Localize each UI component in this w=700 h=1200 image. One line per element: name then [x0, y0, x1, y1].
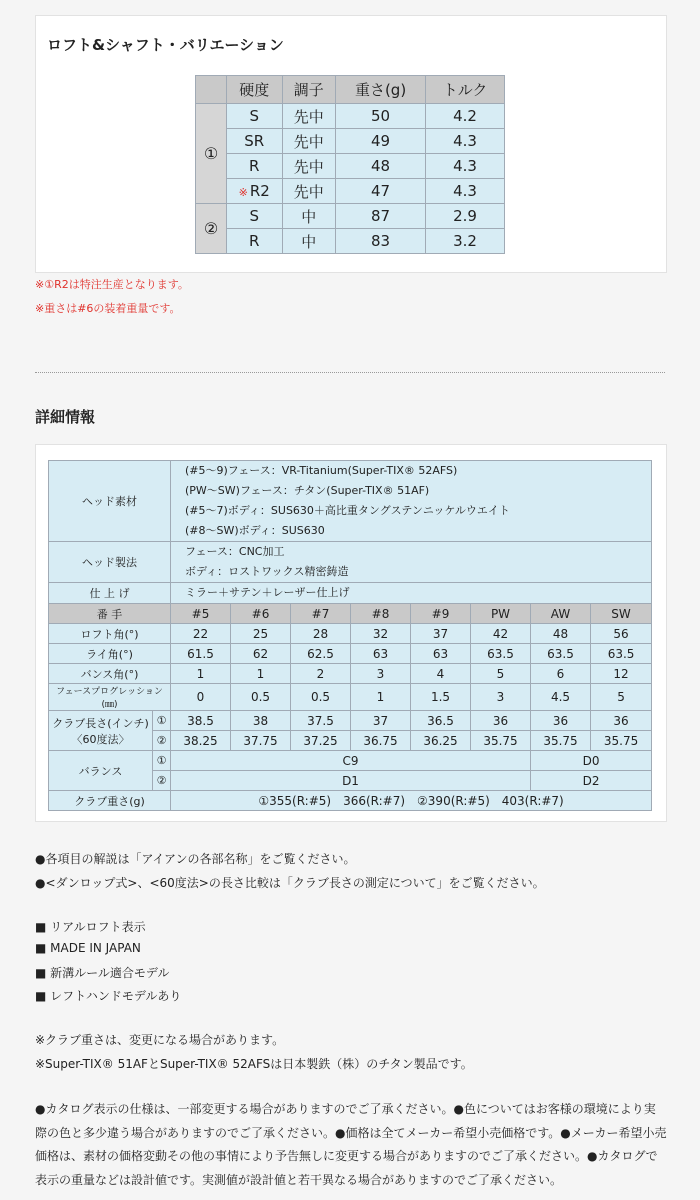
section-title-shaft: ロフト&シャフト・バリエーション: [47, 36, 284, 54]
balance-cell: D2: [531, 771, 652, 791]
progression-cell: 0.5: [231, 684, 291, 711]
length-cell: 36.75: [351, 731, 411, 751]
cell-kick: 先中: [282, 154, 336, 179]
table-corner: [196, 76, 227, 104]
table-row: [49, 644, 652, 664]
feature-item: ■ レフトハンドモデルあり: [35, 989, 182, 1003]
head-method-value: [171, 542, 652, 583]
length-cell: 36: [591, 711, 652, 731]
cell-kick: 先中: [282, 129, 336, 154]
balance-cell: C9: [171, 751, 531, 771]
cell-hardness: [227, 179, 283, 204]
head-method-line: ボディ：ロストワックス精密鋳造: [185, 565, 349, 578]
table-row: [196, 129, 505, 154]
label-bounce: バンス角(°): [49, 664, 171, 684]
length-cell: 36: [531, 711, 591, 731]
length-cell: 37: [351, 711, 411, 731]
loft-cell: 56: [591, 624, 652, 644]
table-row: [49, 711, 652, 731]
loft-cell: 48: [531, 624, 591, 644]
lie-cell: 63.5: [471, 644, 531, 664]
progression-cell: 0: [171, 684, 231, 711]
label-club-weight: クラブ重さ(g): [49, 791, 171, 811]
length-cell: 35.75: [471, 731, 531, 751]
loft-cell: 25: [231, 624, 291, 644]
label-club-length-1: クラブ長さ(インチ): [52, 716, 149, 730]
length-cell: 36.25: [411, 731, 471, 751]
cell-hardness: SR: [227, 129, 283, 154]
bounce-cell: 2: [291, 664, 351, 684]
lie-cell: 63: [411, 644, 471, 664]
label-head-material: ヘッド素材: [49, 461, 171, 542]
group-label-2: ②: [196, 204, 227, 254]
table-row: [49, 461, 652, 542]
progression-cell: 5: [591, 684, 652, 711]
balance-cell: D0: [531, 751, 652, 771]
label-balance: バランス: [49, 751, 153, 791]
header-kick: 調子: [282, 76, 336, 104]
custom-order-mark: ※: [238, 186, 248, 199]
loft-cell: 22: [171, 624, 231, 644]
number-cell: #9: [411, 604, 471, 624]
number-cell: #8: [351, 604, 411, 624]
label-club-length-2: 〈60度法〉: [71, 732, 130, 746]
feature-item: ■ 新溝ルール適合モデル: [35, 966, 170, 980]
bounce-cell: 4: [411, 664, 471, 684]
number-cell: PW: [471, 604, 531, 624]
cell-weight: 83: [336, 229, 426, 254]
progression-cell: 4.5: [531, 684, 591, 711]
cell-weight: 48: [336, 154, 426, 179]
length-cell: 38.25: [171, 731, 231, 751]
length-cell: 35.75: [591, 731, 652, 751]
head-material-line: (PW〜SW)フェース：チタン(Super-TIX® 51AF): [185, 484, 430, 497]
cell-hardness: R: [227, 154, 283, 179]
loft-cell: 28: [291, 624, 351, 644]
table-row: [49, 751, 652, 771]
table-row: [49, 791, 652, 811]
feature-item: ■ MADE IN JAPAN: [35, 941, 141, 955]
cell-hardness: S: [227, 104, 283, 129]
cell-hardness: S: [227, 204, 283, 229]
lie-cell: 62: [231, 644, 291, 664]
progression-cell: 0.5: [291, 684, 351, 711]
head-material-line: (#5〜9)フェース：VR-Titanium(Super-TIX® 52AFS): [185, 464, 458, 477]
bounce-cell: 1: [171, 664, 231, 684]
table-row: [49, 624, 652, 644]
club-weight-value: ①355(R:#5) 366(R:#7) ②390(R:#5) 403(R:#7): [171, 791, 652, 811]
cell-kick: 先中: [282, 179, 336, 204]
bounce-cell: 3: [351, 664, 411, 684]
cell-weight: 50: [336, 104, 426, 129]
label-head-method: ヘッド製法: [49, 542, 171, 583]
length-cell: 37.75: [231, 731, 291, 751]
balance-sub-2: ②: [153, 771, 171, 791]
length-cell: 37.5: [291, 711, 351, 731]
table-row: [49, 664, 652, 684]
shaft-table: [195, 75, 505, 254]
cell-kick: 中: [282, 229, 336, 254]
cell-weight: 87: [336, 204, 426, 229]
loft-cell: 32: [351, 624, 411, 644]
number-cell: #6: [231, 604, 291, 624]
cell-hardness: R: [227, 229, 283, 254]
cell-torque: 4.3: [426, 154, 505, 179]
note-r2-custom: ※①R2は特注生産となります。: [35, 278, 189, 291]
cell-torque: 4.3: [426, 179, 505, 204]
spec-table: [48, 460, 652, 811]
label-club-length: [49, 711, 153, 751]
catalog-disclaimer: ●カタログ表示の仕様は、一部変更する場合がありますのでご了承ください。●色についてはお客様の環境により実際の色と多少違う場合がありますのでご了承ください。●価格は全てメーカー希望小売価格です。●メーカー希望小売価格は、素材の価格変動その他の事情により予告無しに変更する場合がありますのでご了承ください。●カタログで表示の重量などは設計値です。実測値が設計値と若干異なる場合がありますのでご了承ください。: [35, 1102, 667, 1187]
cell-torque: 2.9: [426, 204, 505, 229]
group-label-1: ①: [196, 104, 227, 204]
feature-item: ■ リアルロフト表示: [35, 920, 146, 934]
head-material-line: (#8〜SW)ボディ：SUS630: [185, 524, 325, 537]
header-weight: 重さ(g): [336, 76, 426, 104]
label-progression: フェースプログレッション(㎜): [49, 684, 171, 711]
progression-cell: 1: [351, 684, 411, 711]
head-material-value: [171, 461, 652, 542]
bounce-cell: 6: [531, 664, 591, 684]
section-title-details: 詳細情報: [35, 408, 96, 426]
table-row: [196, 204, 505, 229]
section-divider: [35, 372, 665, 373]
loft-cell: 37: [411, 624, 471, 644]
bounce-cell: 12: [591, 664, 652, 684]
label-finish: 仕 上 げ: [49, 583, 171, 604]
length-sub-1: ①: [153, 711, 171, 731]
table-row: [196, 229, 505, 254]
table-row: [49, 684, 652, 711]
cell-torque: 4.2: [426, 104, 505, 129]
length-cell: 38.5: [171, 711, 231, 731]
bounce-cell: 1: [231, 664, 291, 684]
table-row: [196, 179, 505, 204]
lie-cell: 63: [351, 644, 411, 664]
label-number: 番 手: [49, 604, 171, 624]
cell-weight: 49: [336, 129, 426, 154]
bullet-note: ●<ダンロップ式>、<60度法>の長さ比較は「クラブ長さの測定について」をご覧ください。: [35, 876, 545, 890]
note-weight: ※重さは#6の装着重量です。: [35, 302, 181, 315]
lie-cell: 61.5: [171, 644, 231, 664]
weight-change-note: ※クラブ重さは、変更になる場合があります。: [35, 1033, 285, 1047]
lie-cell: 63.5: [531, 644, 591, 664]
table-header-row: [196, 76, 505, 104]
length-cell: 36.5: [411, 711, 471, 731]
head-method-line: フェース：CNC加工: [185, 545, 285, 558]
head-material-line: (#5〜7)ボディ：SUS630＋高比重タングステンニッケルウエイト: [185, 504, 510, 517]
length-cell: 38: [231, 711, 291, 731]
length-sub-2: ②: [153, 731, 171, 751]
header-hardness: 硬度: [227, 76, 283, 104]
number-cell: #5: [171, 604, 231, 624]
length-cell: 36: [471, 711, 531, 731]
table-row: [196, 104, 505, 129]
table-row: [49, 542, 652, 583]
balance-sub-1: ①: [153, 751, 171, 771]
label-lie: ライ角(°): [49, 644, 171, 664]
table-row: [196, 154, 505, 179]
progression-cell: 3: [471, 684, 531, 711]
titanium-note: ※Super-TIX® 51AFとSuper-TIX® 52AFSは日本製鉄（株）のチタン製品です。: [35, 1057, 473, 1071]
cell-torque: 3.2: [426, 229, 505, 254]
cell-weight: 47: [336, 179, 426, 204]
number-cell: AW: [531, 604, 591, 624]
cell-kick: 中: [282, 204, 336, 229]
header-torque: トルク: [426, 76, 505, 104]
balance-cell: D1: [171, 771, 531, 791]
bullet-note: ●各項目の解説は「アイアンの各部名称」をご覧ください。: [35, 852, 356, 866]
finish-value: ミラー＋サテン＋レーザー仕上げ: [171, 583, 652, 604]
cell-kick: 先中: [282, 104, 336, 129]
number-cell: #7: [291, 604, 351, 624]
length-cell: 35.75: [531, 731, 591, 751]
table-row: [49, 604, 652, 624]
table-row: [49, 583, 652, 604]
number-cell: SW: [591, 604, 652, 624]
label-loft: ロフト角(°): [49, 624, 171, 644]
loft-cell: 42: [471, 624, 531, 644]
cell-torque: 4.3: [426, 129, 505, 154]
progression-cell: 1.5: [411, 684, 471, 711]
cell-hardness-text: R2: [249, 182, 270, 200]
bounce-cell: 5: [471, 664, 531, 684]
length-cell: 37.25: [291, 731, 351, 751]
lie-cell: 63.5: [591, 644, 652, 664]
lie-cell: 62.5: [291, 644, 351, 664]
